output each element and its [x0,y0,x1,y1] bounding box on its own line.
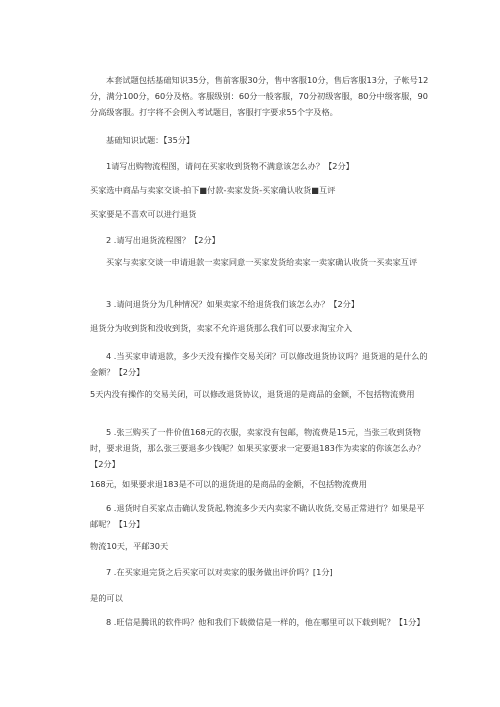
answer-3: 退货分为收到货和没收到货，卖家不允许退货那么我们可以要求淘宝介入 [90,323,353,333]
question-8: 8 .旺信是腾讯的软件吗？他和我们下载微信是一样的，他在哪里可以下载到呢？【1分】 [106,617,425,627]
answer-2: 买家与卖家交谈一申请退款一卖家同意一买家发货给卖家一卖家确认收货一买卖家互评 [106,257,418,267]
question-6: 6 .退货时自买家点击确认发货起,物流多少天内卖家不确认收货,交易正常进行？如果是平邮呢？【1分】 [90,503,425,529]
answer-6: 物流10天，平邮30天 [90,541,169,551]
answer-1b: 买家要是不喜欢可以进行退货 [90,209,197,219]
answer-4: 5天内没有操作的交易关闭，可以修改退货协议，退货退的是商品的金额，不包括物流费用 [90,389,415,399]
section-title: 基础知识试题：【35分】 [106,135,195,145]
question-5: 5 .张三购买了一件价值168元的衣服，卖家没有包邮，物流费是15元，当张三收到货物时，要求退货，那么张三要退多少钱呢？如果买家要求一定要退183作为卖家的你该怎么办？【2分】 [90,427,425,469]
question-3: 3 .请问退货分为几种情况？如果卖家不给退货我们该怎么办？【2分】 [106,299,360,309]
question-7: 7 .在买家退完货之后买家可以对卖家的服务做出评价吗？[1分] [106,567,333,577]
intro-paragraph: 本套试题包括基础知识35分，售前客服30分，售中客服10分，售后客服13分，子帐号12分，满分100分，60分及格。客服级别：60分一般客服，70分初级客服，80分中级客服，90分高级客服。打字将不会例入考试题目，客服打字要求55个字及格。 [90,75,429,117]
question-1: 1请写出购物流程图，请问在买家收到货物不满意该怎么办？【2分】 [106,161,354,171]
answer-5: 168元，如果要求退183是不可以的退货退的是商品的金额，不包括物流费用 [90,479,367,489]
question-4: 4 .当买家申请退款，多少天没有操作交易关闭？可以修改退货协议吗？退货退的是什么的金额？【2分】 [90,351,428,377]
question-2: 2 .请写出退货流程图？【2分】 [106,235,220,245]
answer-7: 是的可以 [90,593,123,603]
answer-1a: 买家选中商品与卖家交谈-拍下■付款-卖家发货-买家确认收货■互评 [90,185,336,195]
